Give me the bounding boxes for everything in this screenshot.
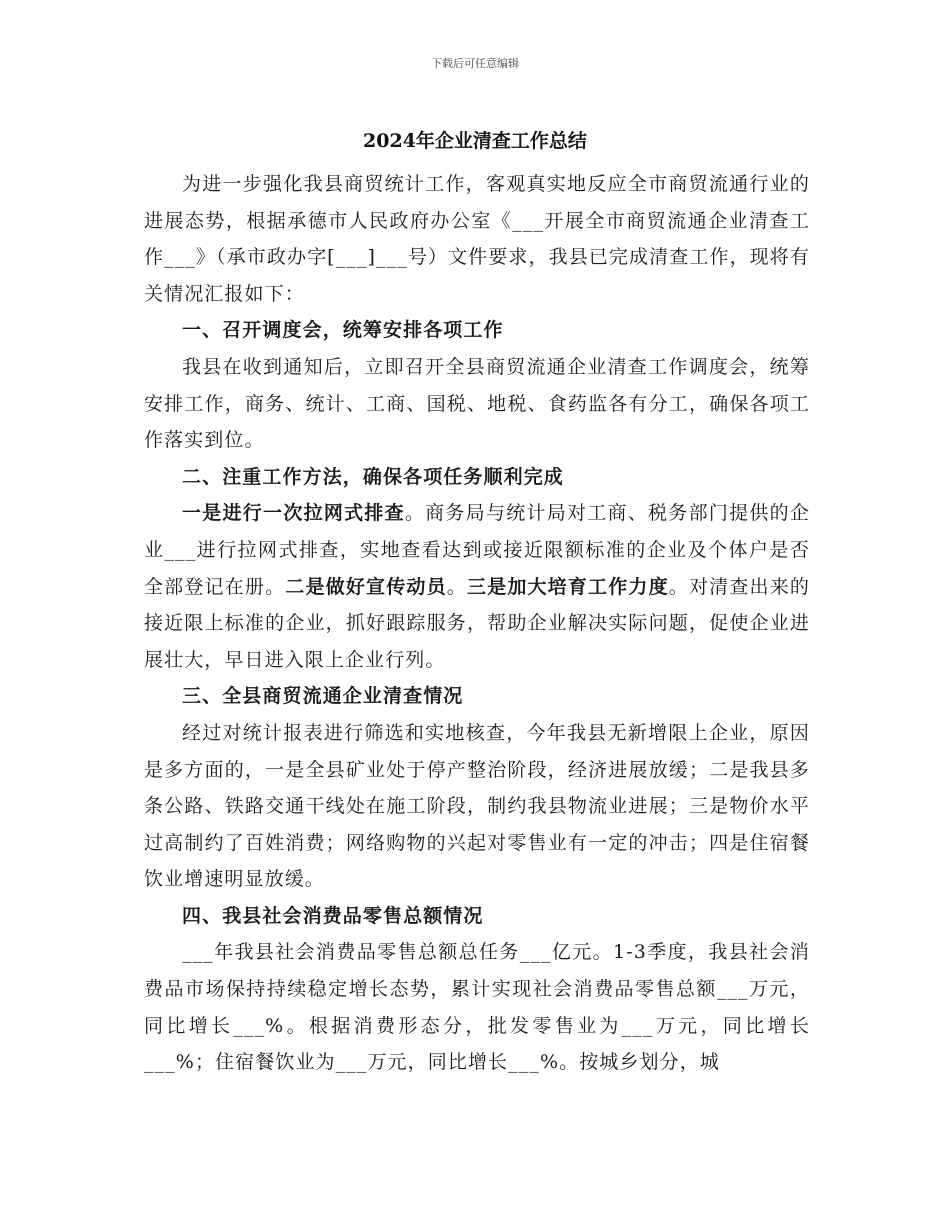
text-run: 。对清查出来的接近限上标准的企业，抓好跟踪服务，帮助企业解决实际问题，促使企业进展壮大，早日进入限上企业行列。 <box>144 575 810 671</box>
section-heading: 四、我县社会消费品零售总额情况 <box>182 904 484 927</box>
section-heading: 一、召开调度会，统筹安排各项工作 <box>182 319 504 342</box>
page-header-note: 下载后可任意编辑 <box>431 57 519 70</box>
body-paragraph <box>144 495 810 678</box>
bold-phrase: 二是做好宣传动员 <box>285 575 447 598</box>
document-title: 2024年企业清查工作总结 <box>363 130 587 152</box>
bold-phrase: 三是加大培育工作力度 <box>466 575 669 598</box>
body-paragraph: 经过对统计报表进行筛选和实地核查，今年我县无新增限上企业，原因是多方面的，一是全县矿业处于停产整治阶段，经济进展放缓；二是我县多条公路、铁路交通干线处在施工阶段，制约我县物流业进展；三是物价水平过高制约了百姓消费；网络购物的兴起对零售业有一定的冲击；四是住宿餐饮业增速明显放缓。 <box>144 721 810 891</box>
body-paragraph: ___年我县社会消费品零售总额总任务___亿元。1-3季度，我县社会消费品市场保持持续稳定增长态势，累计实现社会消费品零售总额___万元，同比增长___%。根据消费形态分，批发零售业为___万元，同比增长___%；住宿餐饮业为___万元，同比增长___%。按城乡划分，城 <box>144 941 810 1074</box>
body-paragraph: 我县在收到通知后，立即召开全县商贸流通企业清查工作调度会，统筹安排工作，商务、统计、工商、国税、地税、食药监各有分工，确保各项工作落实到位。 <box>144 355 810 452</box>
text-run: 。商务局与统计局对工商、税务部门提供的企业___进行拉网式排查，实地查看达到或接近限额标准的企业及个体户是否全部登记在册。 <box>144 502 810 598</box>
section-heading: 三、全县商贸流通企业清查情况 <box>182 685 464 708</box>
section-heading: 二、注重工作方法，确保各项任务顺利完成 <box>182 465 564 488</box>
text-run: 。 <box>446 575 467 598</box>
document-body <box>144 166 810 1081</box>
body-paragraph: 为进一步强化我县商贸统计工作，客观真实地反应全市商贸流通行业的进展态势，根据承德市人民政府办公室《___开展全市商贸流通企业清查工作___》（承市政办字[___]___号）文件要求，我县已完成清查工作，现将有关情况汇报如下： <box>144 173 810 305</box>
bold-phrase: 一是进行一次拉网式排查 <box>182 502 405 525</box>
